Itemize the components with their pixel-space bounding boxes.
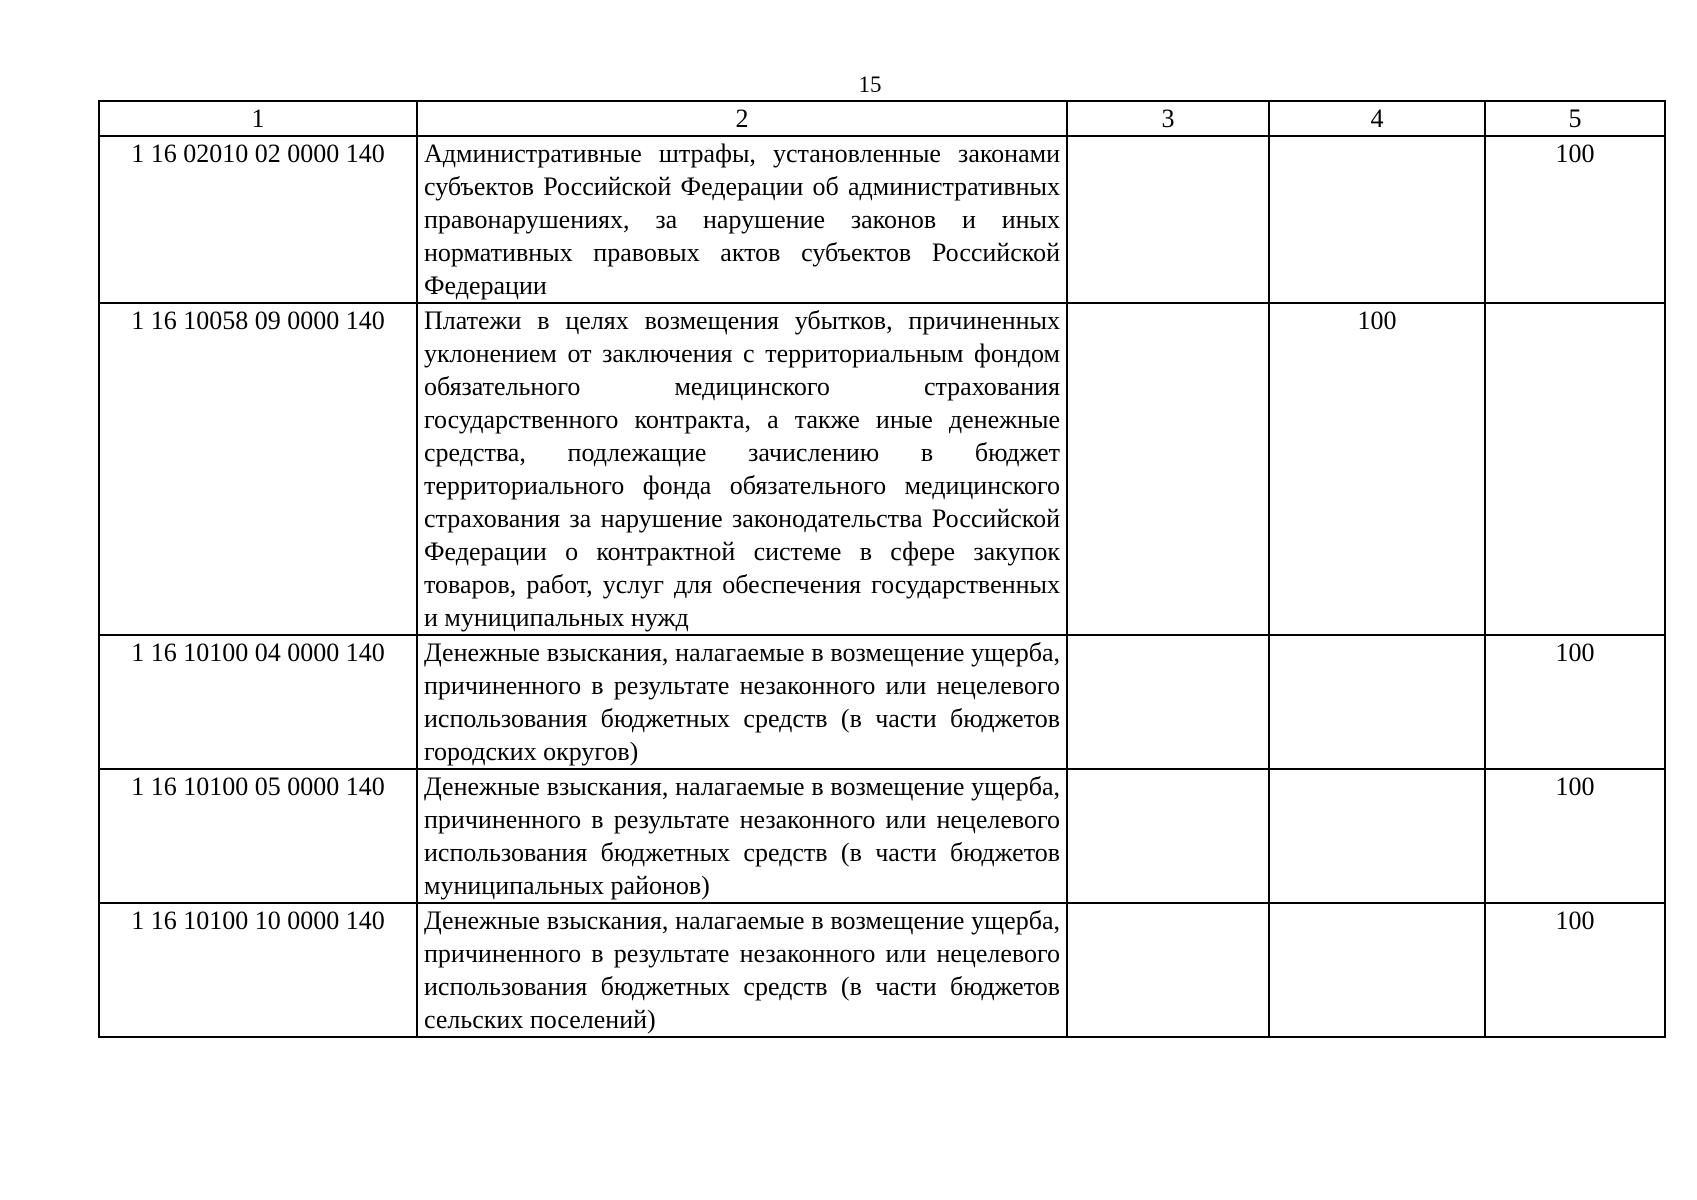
description-cell: Денежные взыскания, налагаемые в возмещение ущерба, причиненного в результате незаконного или нецелевого использования бюджетных средств (в части бюджетов сельских поселений): [417, 903, 1067, 1037]
column-5-cell: 100: [1485, 903, 1665, 1037]
table-row: [99, 635, 1665, 769]
table-row: [99, 136, 1665, 303]
description-cell: Платежи в целях возмещения убытков, причиненных уклонением от заключения с территориальным фондом обязательного медицинского страхования государственного контракта, а также иные денежные средства, подлежащие зачислению в бюджет территориального фонда обязательного медицинского страхования за нарушение законодательства Российской Федерации о контрактной системе в сфере закупок товаров, работ, услуг для обеспечения государственных и муниципальных нужд: [417, 303, 1067, 635]
page-number: 15: [858, 72, 882, 97]
column-header-5: 5: [1485, 101, 1665, 136]
description-cell: Административные штрафы, установленные законами субъектов Российской Федерации об административных правонарушениях, за нарушение законов и иных нормативных правовых актов субъектов Российской Федерации: [417, 136, 1067, 303]
column-number-row: [99, 101, 1665, 136]
table-row: [99, 903, 1665, 1037]
column-5-cell: 100: [1485, 635, 1665, 769]
column-4-cell: 100: [1269, 303, 1485, 635]
column-4-cell: [1269, 903, 1485, 1037]
column-3-cell: [1067, 136, 1269, 303]
budget-code-cell: 1 16 02010 02 0000 140: [99, 136, 417, 303]
column-3-cell: [1067, 769, 1269, 903]
budget-classification-table: [98, 100, 1666, 1038]
column-header-1: 1: [99, 101, 417, 136]
column-3-cell: [1067, 903, 1269, 1037]
column-4-cell: [1269, 769, 1485, 903]
column-4-cell: [1269, 635, 1485, 769]
column-5-cell: [1485, 303, 1665, 635]
budget-code-cell: 1 16 10100 10 0000 140: [99, 903, 417, 1037]
table-row: [99, 303, 1665, 635]
column-header-2: 2: [417, 101, 1067, 136]
budget-code-cell: 1 16 10100 05 0000 140: [99, 769, 417, 903]
column-3-cell: [1067, 635, 1269, 769]
description-cell: Денежные взыскания, налагаемые в возмещение ущерба, причиненного в результате незаконного или нецелевого использования бюджетных средств (в части бюджетов муниципальных районов): [417, 769, 1067, 903]
budget-code-cell: 1 16 10100 04 0000 140: [99, 635, 417, 769]
column-5-cell: 100: [1485, 769, 1665, 903]
column-5-cell: 100: [1485, 136, 1665, 303]
column-3-cell: [1067, 303, 1269, 635]
table-row: [99, 769, 1665, 903]
column-header-4: 4: [1269, 101, 1485, 136]
description-cell: Денежные взыскания, налагаемые в возмещение ущерба, причиненного в результате незаконного или нецелевого использования бюджетных средств (в части бюджетов городских округов): [417, 635, 1067, 769]
column-header-3: 3: [1067, 101, 1269, 136]
budget-code-cell: 1 16 10058 09 0000 140: [99, 303, 417, 635]
column-4-cell: [1269, 136, 1485, 303]
